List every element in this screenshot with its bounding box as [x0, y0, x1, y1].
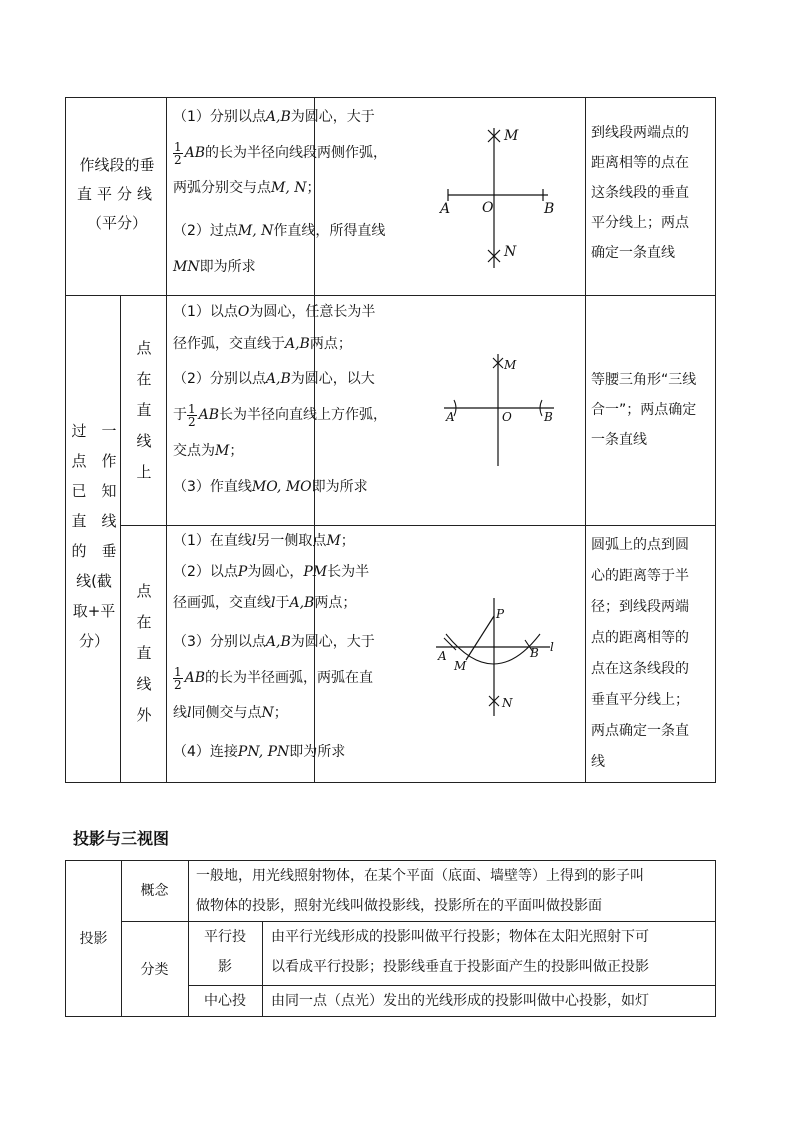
svg-text:M: M	[454, 659, 467, 673]
svg-text:M: M	[504, 128, 519, 144]
row3-sub-label: 点 在 直 线 外	[136, 582, 152, 724]
col-divider	[262, 921, 263, 1016]
section-title: 投影与三视图	[73, 829, 170, 848]
parallel-projection-label: 平行投 影	[204, 929, 246, 975]
row2-steps: （1）以点O为圆心，任意长为半 径作弧，交直线于A,B两点； （2）分别以点A,B为圆心，以大 于 $\frac{1}{2}$ AB长为半径向直线上方作弧， 交点为M； （3）作直线MO, MO即为所求	[173, 304, 388, 495]
svg-text:O: O	[482, 200, 494, 216]
central-projection-label: 中心投	[204, 993, 246, 1009]
svg-text:M: M	[504, 358, 517, 372]
row-divider	[66, 295, 715, 296]
projection-table	[65, 860, 716, 1017]
col-divider	[166, 98, 167, 782]
perpendicular-through-point-off-line-figure	[318, 590, 582, 730]
col-divider	[120, 295, 121, 782]
svg-text:B: B	[544, 410, 553, 424]
row1-principle: 到线段两端点的 距离相等的点在 这条线段的垂直 平分线上；两点 确定一条直线	[591, 125, 689, 261]
svg-text:A: A	[438, 649, 447, 663]
perpendicular-bisector-figure	[318, 118, 582, 278]
concept-text: 一般地，用光线照射物体，在某个平面（底面、墙壁等）上得到的影子叫 做物体的投影，照射光线叫做投影线，投影所在的平面叫做投影面	[196, 868, 644, 914]
svg-text:A: A	[440, 201, 451, 217]
svg-text:B: B	[530, 646, 539, 660]
svg-text:N: N	[504, 244, 517, 260]
construction-table	[65, 97, 716, 783]
svg-text:B: B	[544, 201, 555, 217]
row1-name: 作线段的垂 直平分线 （平分）	[76, 156, 157, 232]
svg-text:l: l	[550, 640, 554, 654]
row1-steps: （1）分别以点A,B为圆心，大于 $\frac{1}{2}$ AB的长为半径向线段两侧作弧， 两弧分别交与点M, N； （2）过点M, N作直线，所得直线 MN即为所求	[173, 109, 388, 275]
row2-principle: 等腰三角形“三线 合一”；两点确定 一条直线	[591, 372, 697, 448]
projection-label: 投影	[79, 931, 108, 947]
svg-text:A: A	[446, 410, 455, 424]
col-divider	[585, 98, 586, 782]
concept-label: 概念	[140, 883, 169, 899]
row3-steps: （1）在直线l另一侧取点M； （2）以点P为圆心，PM长为半 径画弧，交直线l于A,B两点； （3）分别以点A,B为圆心，大于 $\frac{1}{2}$ AB的长为半径画弧，两弧在直 线l同侧交与点N； （4）连接PN, PN即为所求	[173, 533, 375, 760]
perpendicular-through-point-on-line-figure	[318, 336, 582, 486]
parallel-projection-text: 由平行光线形成的投影叫做平行投影；物体在太阳光照射下可 以看成平行投影；投影线垂直于投影面产生的投影叫做正投影	[271, 929, 649, 975]
svg-text:P: P	[496, 607, 505, 621]
svg-text:O: O	[502, 410, 512, 424]
row2-sub-label: 点 在 直 线 上	[136, 339, 152, 481]
svg-text:N: N	[502, 696, 513, 710]
fraction-half: $\frac{1}{2}$	[188, 401, 196, 429]
classify-label: 分类	[140, 962, 169, 978]
row3-principle: 圆弧上的点到圆 心的距离等于半 径；到线段两端 点的距离相等的 点在这条线段的 垂直平分线上； 两点确定一条直 线	[591, 537, 689, 770]
group-label: 过 一 点 作 已 知 直 线 的 垂 线(截 取+平 分）	[71, 422, 117, 650]
fraction-half: $\frac{1}{2}$	[174, 139, 182, 167]
fraction-half: $\frac{1}{2}$	[174, 664, 182, 692]
central-projection-text: 由同一点（点光）发出的光线形成的投影叫做中心投影，如灯	[271, 993, 649, 1009]
